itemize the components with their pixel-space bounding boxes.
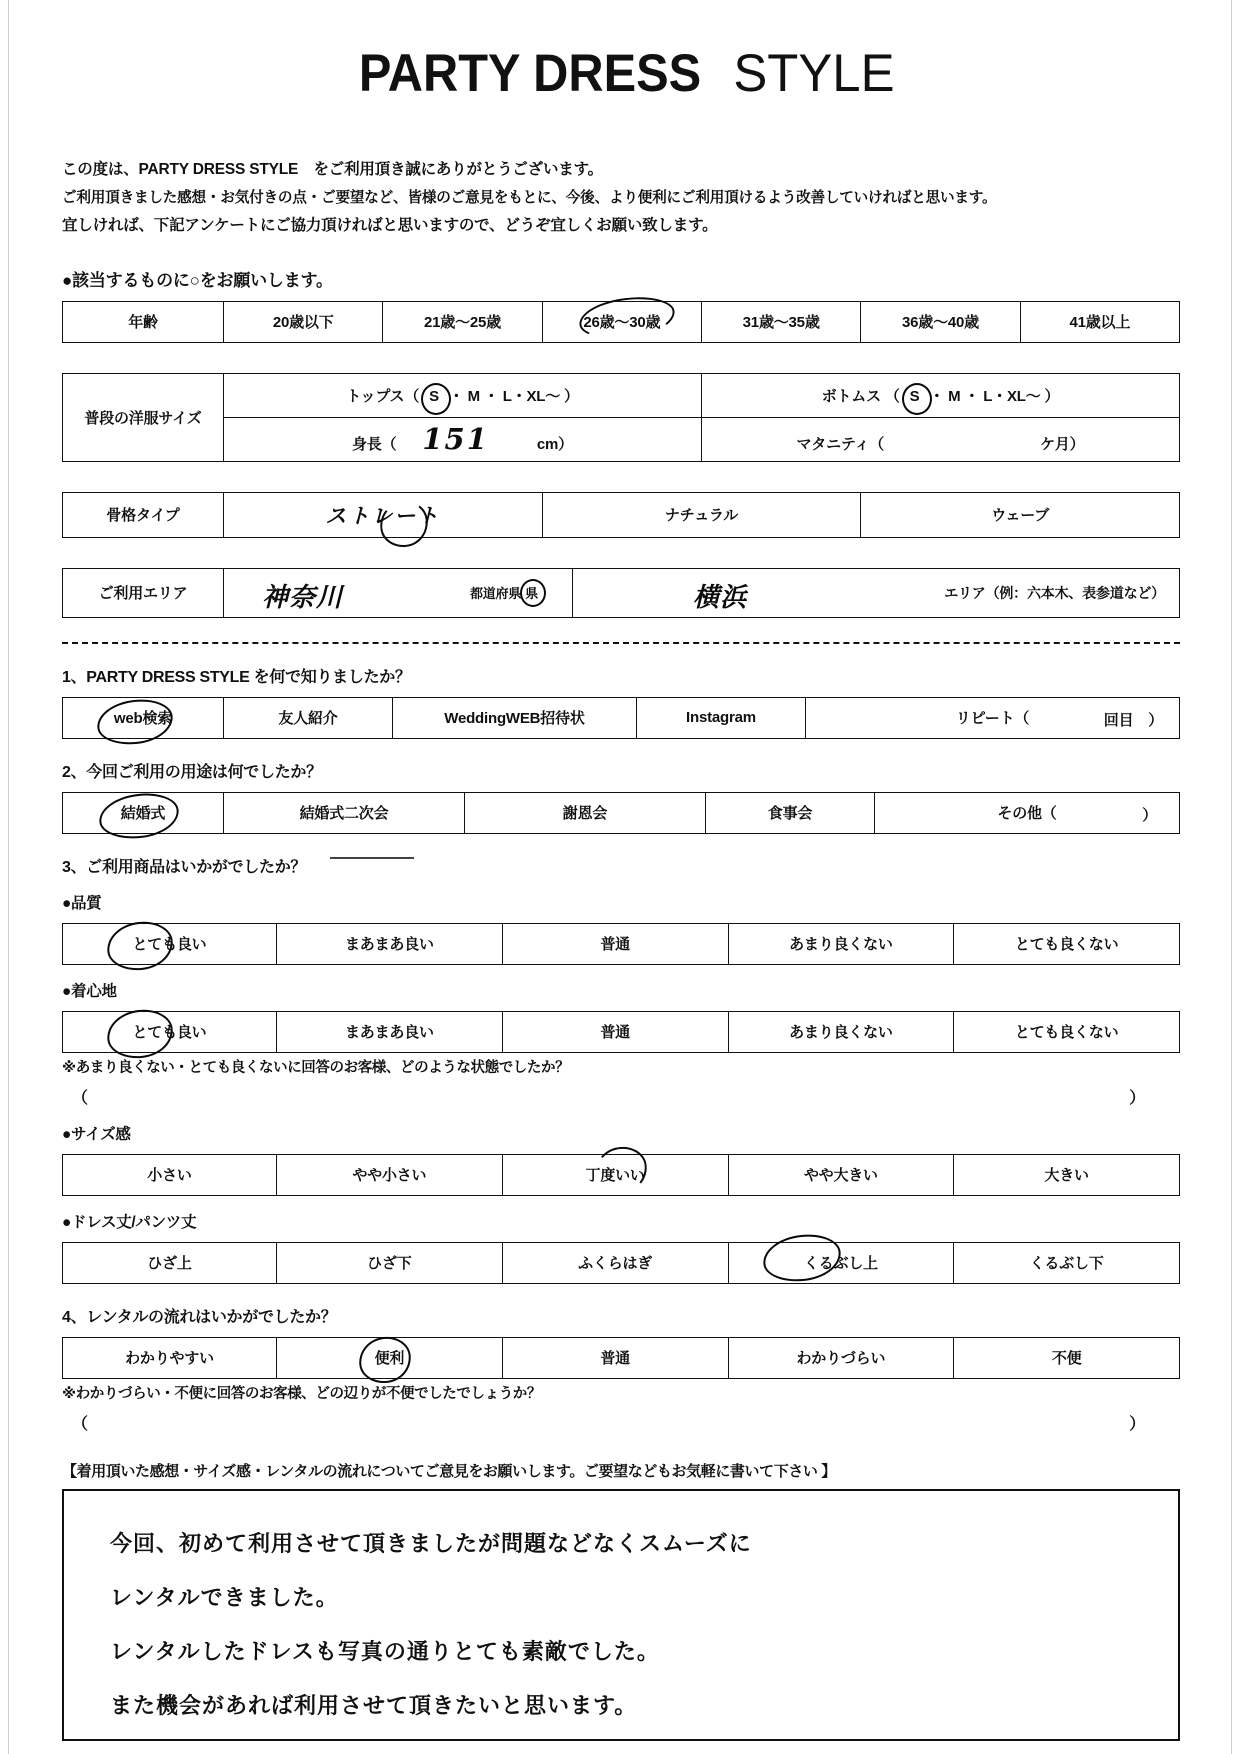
size-feel-option-4[interactable]: 大きい: [954, 1154, 1180, 1195]
q1-option-1[interactable]: 友人紹介: [224, 697, 393, 738]
table-row: [63, 1242, 1180, 1283]
table-row: [63, 417, 1180, 461]
maternity-cell[interactable]: [702, 417, 1180, 461]
bottoms-selected-value: S: [909, 387, 920, 405]
table-row: [63, 697, 1180, 738]
maternity-prefix: マタニティ（: [796, 436, 885, 454]
comfort-option-0[interactable]: [63, 1011, 277, 1052]
clothing-size-table: [62, 373, 1180, 462]
scan-edge-left: [8, 0, 9, 1754]
comment-box[interactable]: [62, 1489, 1180, 1741]
prefecture-hint-circled: 県: [525, 585, 538, 601]
comfort-option-1[interactable]: まあまあ良い: [277, 1011, 503, 1052]
q1-option-4-label: リピート（: [955, 710, 1030, 728]
q2-table: [62, 792, 1180, 834]
table-row: [63, 492, 1180, 537]
q3-quality-bullet: ●品質: [62, 894, 102, 912]
scan-edge-right: [1231, 0, 1232, 1754]
length-option-1[interactable]: ひざ下: [277, 1242, 503, 1283]
page-header: [62, 0, 1180, 112]
maternity-value: [888, 422, 1040, 456]
instruction-line: ●該当するものに○をお願いします。: [62, 270, 333, 290]
q2-option-2[interactable]: 謝恩会: [465, 792, 706, 833]
paren-close: ）: [1129, 1089, 1146, 1107]
q2-option-4-label: その他（: [997, 805, 1057, 823]
bottoms-size-cell[interactable]: [702, 373, 1180, 417]
q2-other-suffix: ）: [1142, 806, 1157, 824]
q3-comfort-answer-row[interactable]: [62, 1085, 1151, 1108]
q2-option-3[interactable]: 食事会: [706, 792, 875, 833]
age-option-3[interactable]: 31歳～35歳: [701, 301, 860, 342]
prefecture-cell[interactable]: [224, 568, 573, 617]
q3-comfort-table: [62, 1011, 1180, 1053]
age-option-1[interactable]: 21歳～25歳: [383, 301, 542, 342]
q1-title: 1、PARTY DRESS STYLE を何で知りましたか？: [62, 668, 411, 686]
table-row: [63, 792, 1180, 833]
scan-artifact-line: [330, 857, 414, 859]
table-row: [63, 1154, 1180, 1195]
q4-option-3[interactable]: わかりづらい: [728, 1337, 954, 1378]
brand-bold-text: PARTY DRESS: [358, 44, 702, 103]
body-type-label: 骨格タイプ: [63, 492, 224, 537]
body-type-option-2[interactable]: ウェーブ: [861, 492, 1180, 537]
quality-option-0[interactable]: [63, 923, 277, 964]
size-feel-option-2-label: 丁度いい: [585, 1167, 645, 1185]
comment-line-3: また機会があれば利用させて頂きたいと思います。: [110, 1692, 638, 1719]
table-row: [63, 1011, 1180, 1052]
q2-option-0[interactable]: [63, 792, 224, 833]
table-row: [63, 568, 1180, 617]
body-type-option-0[interactable]: [224, 492, 543, 537]
intro-line-1: この度は、PARTY DRESS STYLE をご利用頂き誠にありがとうございます。: [62, 160, 603, 178]
size-feel-option-1[interactable]: やや小さい: [277, 1154, 503, 1195]
age-option-5[interactable]: 41歳以上: [1020, 301, 1179, 342]
q2-option-4[interactable]: [875, 792, 1180, 833]
quality-option-4[interactable]: とても良くない: [954, 923, 1180, 964]
section-divider: [62, 642, 1180, 644]
area-label: ご利用エリア: [63, 568, 224, 617]
tops-prefix: トップス（: [346, 387, 420, 405]
q4-note: ※わかりづらい・不便に回答のお客様、どの辺りが不便でしたでしょうか？: [62, 1385, 541, 1402]
quality-option-1[interactable]: まあまあ良い: [277, 923, 503, 964]
q1-repeat-suffix: 回目 ）: [1103, 711, 1163, 729]
age-option-2[interactable]: [542, 301, 701, 342]
comfort-option-0-label: とても良い: [132, 1024, 207, 1042]
body-type-table: [62, 492, 1180, 538]
quality-option-2[interactable]: 普通: [502, 923, 728, 964]
q4-option-2[interactable]: 普通: [502, 1337, 728, 1378]
height-cell[interactable]: [224, 417, 702, 461]
intro-line-2: ご利用頂きました感想・お気付きの点・ご要望など、皆様のご意見をもとに、今後、より便利にご利用頂けるよう改善していければと思います。: [62, 189, 997, 206]
maternity-unit: ケ月）: [1040, 436, 1085, 454]
height-unit: cm）: [536, 436, 573, 454]
quality-option-0-label: とても良い: [132, 936, 207, 954]
height-prefix: 身長（: [352, 436, 397, 454]
age-option-2-label: 26歳～30歳: [583, 314, 661, 332]
quality-option-3[interactable]: あまり良くない: [728, 923, 954, 964]
q2-option-1[interactable]: 結婚式二次会: [224, 792, 465, 833]
intro-paragraph: [62, 156, 1180, 240]
q4-answer-row[interactable]: [62, 1411, 1151, 1434]
q4-option-1-label: 便利: [374, 1350, 405, 1368]
q4-table: [62, 1337, 1180, 1379]
age-table: [62, 301, 1180, 343]
brand-title: [344, 46, 898, 102]
size-feel-option-2[interactable]: [502, 1154, 728, 1195]
area-hint: エリア（例：六本木、表参道など）: [944, 584, 1165, 601]
tops-selected-wrap: [423, 388, 445, 405]
q4-option-1[interactable]: [277, 1337, 503, 1378]
age-label: 年齢: [63, 301, 224, 342]
bottoms-prefix: ボトムス （: [821, 387, 900, 405]
q3-comfort-note: ※あまり良くない・とても良くないに回答のお客様、どのような状態でしたか？: [62, 1059, 570, 1076]
q3-quality-table: [62, 923, 1180, 965]
q3-size-feel-table: [62, 1154, 1180, 1196]
length-option-4[interactable]: くるぶし下: [954, 1242, 1180, 1283]
table-row: [63, 373, 1180, 417]
tops-size-cell[interactable]: [224, 373, 702, 417]
comfort-option-4[interactable]: とても良くない: [954, 1011, 1180, 1052]
bottoms-selected-wrap: [904, 388, 926, 405]
q3-size-feel-bullet: ●サイズ感: [62, 1125, 131, 1143]
age-option-4[interactable]: 36歳～40歳: [861, 301, 1020, 342]
paren-open: （: [72, 1089, 89, 1107]
comment-bracket-label: 【着用頂いた感想・サイズ感・レンタルの流れについてご意見をお願いします。ご要望などもお気軽に書いて下さい 】: [62, 1462, 836, 1480]
q4-option-0[interactable]: わかりやすい: [63, 1337, 277, 1378]
q1-table: [62, 697, 1180, 739]
table-row: [63, 1337, 1180, 1378]
brand-light-text: STYLE: [733, 44, 895, 103]
q1-option-0-label: web検索: [113, 710, 173, 728]
q2-option-0-label: 結婚式: [120, 805, 166, 823]
table-row: [63, 923, 1180, 964]
comment-line-2: レンタルしたドレスも写真の通りとても素敵でした。: [110, 1638, 660, 1665]
prefecture-hint-text: 都道府県: [469, 585, 522, 601]
clothing-size-label: 普段の洋服サイズ: [63, 373, 224, 461]
comment-line-0: 今回、初めて利用させて頂きましたが問題などなくスムーズに: [110, 1530, 752, 1557]
q1-option-0[interactable]: [63, 697, 224, 738]
length-option-3[interactable]: [728, 1242, 954, 1283]
bottoms-rest: ・ M ・ L・XL～ ）: [929, 387, 1060, 405]
comfort-option-2[interactable]: 普通: [502, 1011, 728, 1052]
paren-open: （: [72, 1415, 89, 1433]
q3-length-bullet: ●ドレス丈/パンツ丈: [62, 1213, 197, 1231]
q1-option-4[interactable]: [806, 697, 1180, 738]
length-option-2[interactable]: ふくらはぎ: [502, 1242, 728, 1283]
body-type-option-0-label: ストレート: [325, 502, 441, 528]
paren-close: ）: [1129, 1415, 1146, 1433]
q4-option-4[interactable]: 不便: [954, 1337, 1180, 1378]
q1-option-2[interactable]: WeddingWEB招待状: [393, 697, 637, 738]
q1-option-3[interactable]: Instagram: [637, 697, 806, 738]
prefecture-value: 神奈川: [262, 582, 344, 613]
city-cell[interactable]: [573, 568, 1180, 617]
length-option-3-label: くるぶし上: [803, 1255, 878, 1273]
tops-selected-value: S: [429, 387, 439, 405]
q3-length-table: [62, 1242, 1180, 1284]
body-type-option-1[interactable]: ナチュラル: [542, 492, 861, 537]
tops-rest: ・ M ・ L・XL～ ）: [448, 387, 579, 405]
table-row: [63, 301, 1180, 342]
q2-title: 2、今回ご利用の用途は何でしたか？: [62, 763, 322, 781]
size-feel-option-3[interactable]: やや大きい: [728, 1154, 954, 1195]
city-value: 横浜: [693, 582, 748, 613]
q3-title: 3、ご利用商品はいかがでしたか？: [62, 858, 307, 876]
age-option-0[interactable]: 20歳以下: [224, 301, 383, 342]
area-table: [62, 568, 1180, 618]
q3-comfort-bullet: ●着心地: [62, 982, 117, 1000]
q4-title: 4、レンタルの流れはいかがでしたか？: [62, 1308, 337, 1326]
length-option-0[interactable]: ひざ上: [63, 1242, 277, 1283]
height-value: 151: [422, 422, 489, 457]
size-feel-option-0[interactable]: 小さい: [63, 1154, 277, 1195]
prefecture-hint: [470, 583, 542, 602]
comfort-option-3[interactable]: あまり良くない: [728, 1011, 954, 1052]
intro-line-3: 宜しければ、下記アンケートにご協力頂ければと思いますので、どうぞ宜しくお願い致します。: [62, 216, 718, 234]
comment-line-1: レンタルできました。: [110, 1584, 339, 1611]
